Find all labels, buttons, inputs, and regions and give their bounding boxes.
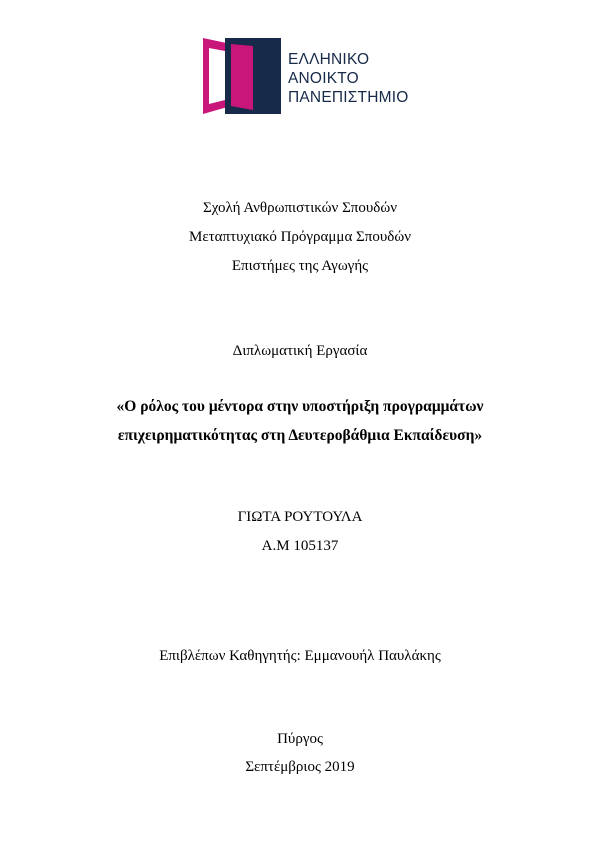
city: Πύργος [277, 731, 323, 747]
field-name: Επιστήμες της Αγωγής [231, 258, 369, 274]
program-name: Μεταπτυχιακό Πρόγραμμα Σπουδών [188, 229, 412, 245]
author-name: ΓΙΩΤΑ ΡΟΥΤΟΥΛΑ [237, 509, 363, 525]
university-logo [203, 36, 418, 116]
date: Σεπτέμβριος 2019 [245, 759, 355, 775]
university-logo-text [288, 50, 408, 107]
school-name: Σχολή Ανθρωπιστικών Σπουδών [202, 200, 398, 216]
logo-text-line-1: ΕΛΛΗΝΙΚΟ [288, 51, 370, 68]
logo-text-line-2: ΑΝΟΙΚΤΟ [288, 70, 359, 87]
thesis-title-line-2: επιχειρηματικότητας στη Δευτεροβάθμια Εκπαίδευση» [117, 427, 483, 444]
student-id: Α.Μ 105137 [261, 538, 339, 554]
university-logo-mark-icon [203, 36, 283, 116]
supervisor: Επιβλέπων Καθηγητής: Εμμανουήλ Παυλάκης [159, 648, 441, 664]
logo-text-line-3: ΠΑΝΕΠΙΣΤΗΜΙΟ [288, 89, 409, 106]
document-type: Διπλωματική Εργασία [232, 343, 368, 359]
thesis-title-line-1: «Ο ρόλος του μέντορα στην υποστήριξη προγραμμάτων [116, 398, 484, 415]
